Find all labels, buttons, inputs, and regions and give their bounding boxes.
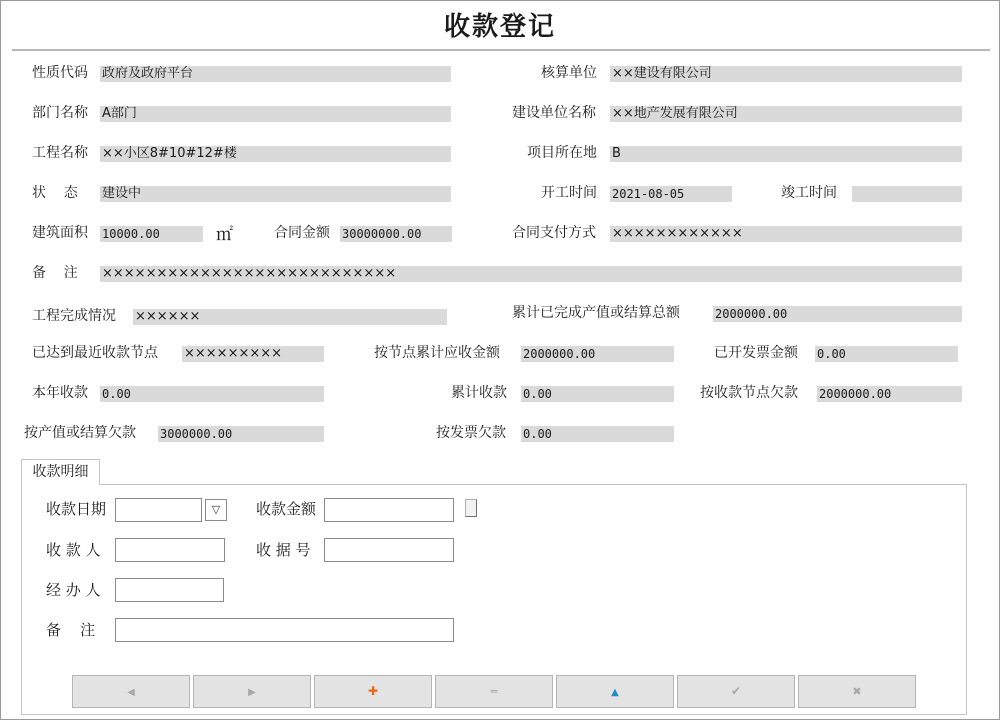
department-label: 部门名称 <box>32 105 88 121</box>
next-arrow-icon: ▶ <box>248 687 256 698</box>
finish-time-value <box>852 186 962 202</box>
finish-time-label: 竣工时间 <box>781 185 837 201</box>
receipt-amount-label: 收款金额 <box>256 500 317 518</box>
project-name-label: 工程名称 <box>32 145 88 161</box>
delete-record-button[interactable] <box>435 675 553 708</box>
record-toolbar <box>72 675 917 708</box>
status-label: 状 态 <box>32 185 78 201</box>
date-dropdown-button[interactable] <box>205 499 227 521</box>
chevron-down-icon: ▽ <box>211 503 221 516</box>
latest-node-label: 已达到最近收款节点 <box>32 345 158 361</box>
tab-receipt-detail[interactable]: 收款明细 <box>21 459 100 485</box>
receipt-no-input[interactable] <box>324 538 454 562</box>
year-receipt-value: 0.00 <box>100 386 324 402</box>
next-record-button[interactable] <box>193 675 311 708</box>
accounting-unit-label: 核算单位 <box>541 65 597 81</box>
handler-label: 经 办 人 <box>46 581 101 599</box>
department-value: A部门 <box>100 106 451 122</box>
up-triangle-icon: ▲ <box>611 687 619 698</box>
handler-input[interactable] <box>115 578 224 602</box>
project-location-value: B <box>610 146 962 162</box>
minus-icon: ═ <box>490 685 498 698</box>
total-receipt-label: 累计收款 <box>451 385 507 401</box>
plus-icon: ✚ <box>367 684 379 698</box>
edit-record-button[interactable] <box>556 675 674 708</box>
payee-input[interactable] <box>115 538 225 562</box>
invoiced-label: 已开发票金额 <box>714 345 798 361</box>
detail-remark-input[interactable] <box>115 618 454 642</box>
start-time-label: 开工时间 <box>541 185 597 201</box>
check-icon: ✔ <box>730 684 742 698</box>
accounting-unit-value: ××建设有限公司 <box>610 66 962 82</box>
receipt-date-input[interactable] <box>115 498 202 522</box>
build-area-value: 10000.00 <box>100 226 203 242</box>
completion-value: ×××××× <box>133 309 447 325</box>
node-arrears-label: 按收款节点欠款 <box>700 385 798 401</box>
add-record-button[interactable] <box>314 675 432 708</box>
remark-label: 备 注 <box>32 265 78 281</box>
project-name-value: ××小区8#10#12#楼 <box>100 146 451 162</box>
contract-payment-label: 合同支付方式 <box>512 225 596 241</box>
payee-label: 收 款 人 <box>46 541 101 559</box>
detail-remark-label: 备 注 <box>46 621 96 639</box>
contract-amount-label: 合同金额 <box>274 225 330 241</box>
year-receipt-label: 本年收款 <box>32 385 88 401</box>
cancel-record-button[interactable] <box>798 675 916 708</box>
page-title: 收款登记 <box>443 12 556 42</box>
output-arrears-value: 3000000.00 <box>158 426 324 442</box>
completion-label: 工程完成情况 <box>32 308 116 324</box>
prev-arrow-icon: ◀ <box>127 687 135 698</box>
receipt-amount-input[interactable] <box>324 498 454 522</box>
node-arrears-value: 2000000.00 <box>817 386 962 402</box>
remark-value: ××××××××××××××××××××××××××× <box>100 266 962 282</box>
prev-record-button[interactable] <box>72 675 190 708</box>
square-meter-unit: ㎡ <box>216 225 233 245</box>
invoiced-value: 0.00 <box>815 346 958 362</box>
title-divider <box>12 49 990 51</box>
nature-code-value: 政府及政府平台 <box>100 66 451 82</box>
build-area-label: 建筑面积 <box>32 225 88 241</box>
receipt-no-label: 收 据 号 <box>256 541 311 559</box>
builder-unit-label: 建设单位名称 <box>512 105 596 121</box>
latest-node-value: ××××××××× <box>182 346 324 362</box>
close-icon: ✖ <box>852 685 862 698</box>
receipt-date-label: 收款日期 <box>46 500 107 518</box>
save-record-button[interactable] <box>677 675 795 708</box>
start-time-value: 2021-08-05 <box>610 186 732 202</box>
builder-unit-value: ××地产发展有限公司 <box>610 106 962 122</box>
invoice-arrears-label: 按发票欠款 <box>436 425 506 441</box>
project-location-label: 项目所在地 <box>527 145 597 161</box>
contract-payment-value: ×××××××××××× <box>610 226 962 242</box>
total-output-label: 累计已完成产值或结算总额 <box>512 305 680 321</box>
total-receipt-value: 0.00 <box>521 386 674 402</box>
status-value: 建设中 <box>100 186 451 202</box>
node-receivable-label: 按节点累计应收金额 <box>374 345 500 361</box>
contract-amount-value: 30000000.00 <box>340 226 452 242</box>
invoice-arrears-value: 0.00 <box>521 426 674 442</box>
total-output-value: 2000000.00 <box>713 306 962 322</box>
node-receivable-value: 2000000.00 <box>521 346 674 362</box>
amount-picker-button[interactable] <box>465 499 477 517</box>
output-arrears-label: 按产值或结算欠款 <box>24 425 136 441</box>
nature-code-label: 性质代码 <box>32 65 88 81</box>
